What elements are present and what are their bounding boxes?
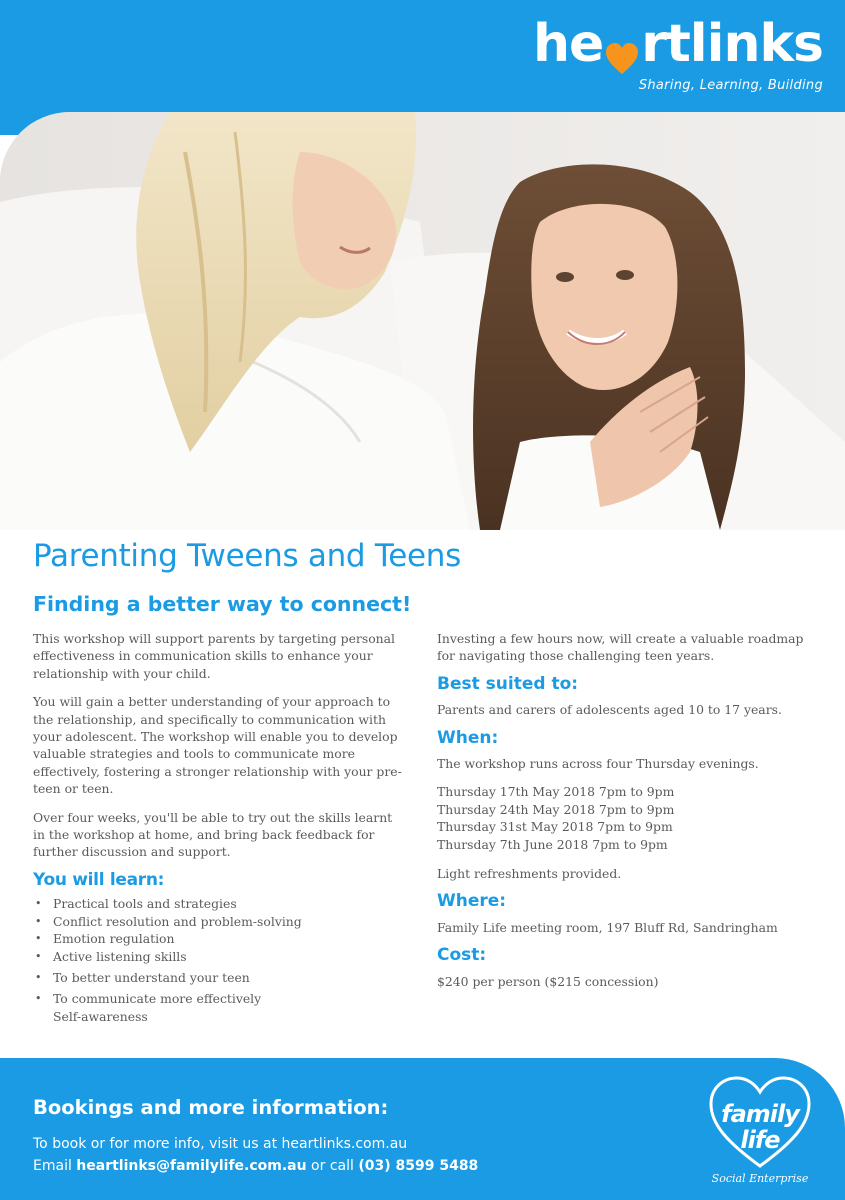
date-item: Thursday 24th May 2018 7pm to 9pm <box>437 801 675 817</box>
heartlinks-logo[interactable] <box>533 14 823 93</box>
refreshments-text: Light refreshments provided. <box>437 866 622 882</box>
footer-banner <box>0 1058 845 1200</box>
heart-icon <box>604 30 640 66</box>
date-item: Thursday 17th May 2018 7pm to 9pm <box>437 784 675 800</box>
understanding-paragraph: You will gain a better understanding of your approach to the relationship, and specifically to communication with your adolescent. The workshop will enable you to develop valuable strategies and tools to communicate more effectively, fostering a stronger relationship with your pre-teen or teen. <box>33 694 402 797</box>
learn-heading: You will learn: <box>33 869 165 890</box>
left-column <box>33 630 403 1025</box>
logo-wordmark <box>533 14 823 74</box>
email-prefix: Email <box>33 1158 77 1174</box>
family-life-logo-text-2: life <box>740 1126 780 1154</box>
date-item: Thursday 31st May 2018 7pm to 9pm <box>437 819 673 835</box>
logo-text-start: he <box>533 14 604 74</box>
page-subtitle: Finding a better way to connect! <box>33 592 412 616</box>
when-heading: When: <box>437 727 499 748</box>
social-enterprise-tagline: Social Enterprise <box>711 1172 809 1185</box>
list-item-continuation: Self-awareness <box>53 1008 148 1024</box>
intro-paragraph: This workshop will support parents by targeting personal effectiveness in communication skills to enhance your relationship with your child. <box>33 631 395 681</box>
date-item: Thursday 7th June 2018 7pm to 9pm <box>437 836 668 852</box>
logo-text-end: rtlinks <box>641 14 823 74</box>
logo-tagline: Sharing, Learning, Building <box>638 78 823 93</box>
suited-text: Parents and carers of adolescents aged 10 to 17 years. <box>437 702 782 718</box>
website-line[interactable]: To book or for more info, visit us at heartlinks.com.au <box>33 1136 408 1152</box>
when-text: The workshop runs across four Thursday evenings. <box>437 756 759 772</box>
list-item: • Active listening skills <box>33 948 403 965</box>
phone-number[interactable]: (03) 8599 5488 <box>358 1158 479 1174</box>
where-heading: Where: <box>437 891 507 912</box>
where-text: Family Life meeting room, 197 Bluff Rd, Sandringham <box>437 919 778 935</box>
learn-list <box>33 895 403 1007</box>
list-item: • Conflict resolution and problem-solving <box>33 913 403 930</box>
cost-heading: Cost: <box>437 945 487 966</box>
right-column <box>437 630 822 1001</box>
email-link[interactable]: heartlinks@familylife.com.au <box>76 1158 307 1174</box>
contact-line <box>33 1158 478 1174</box>
list-item: • To communicate more effectively <box>33 990 403 1007</box>
date-list <box>437 783 822 853</box>
list-item: • Practical tools and strategies <box>33 895 403 912</box>
hero-photo <box>0 112 845 530</box>
list-item: • Emotion regulation <box>33 930 403 947</box>
page-title: Parenting Tweens and Teens <box>33 538 461 574</box>
investing-paragraph: Investing a few hours now, will create a valuable roadmap for navigating those challenging teen years. <box>437 631 804 664</box>
four-weeks-paragraph: Over four weeks, you'll be able to try out the skills learnt in the workshop at home, and bring back feedback for further discussion and support. <box>33 809 393 860</box>
family-life-logo-text-1: family <box>721 1100 799 1128</box>
suited-heading: Best suited to: <box>437 673 579 694</box>
family-life-logo[interactable] <box>705 1072 815 1192</box>
call-prefix: or call <box>306 1158 359 1174</box>
list-item: • To better understand your teen <box>33 969 403 986</box>
cost-text: $240 per person ($215 concession) <box>437 973 659 989</box>
bookings-heading: Bookings and more information: <box>33 1096 389 1119</box>
